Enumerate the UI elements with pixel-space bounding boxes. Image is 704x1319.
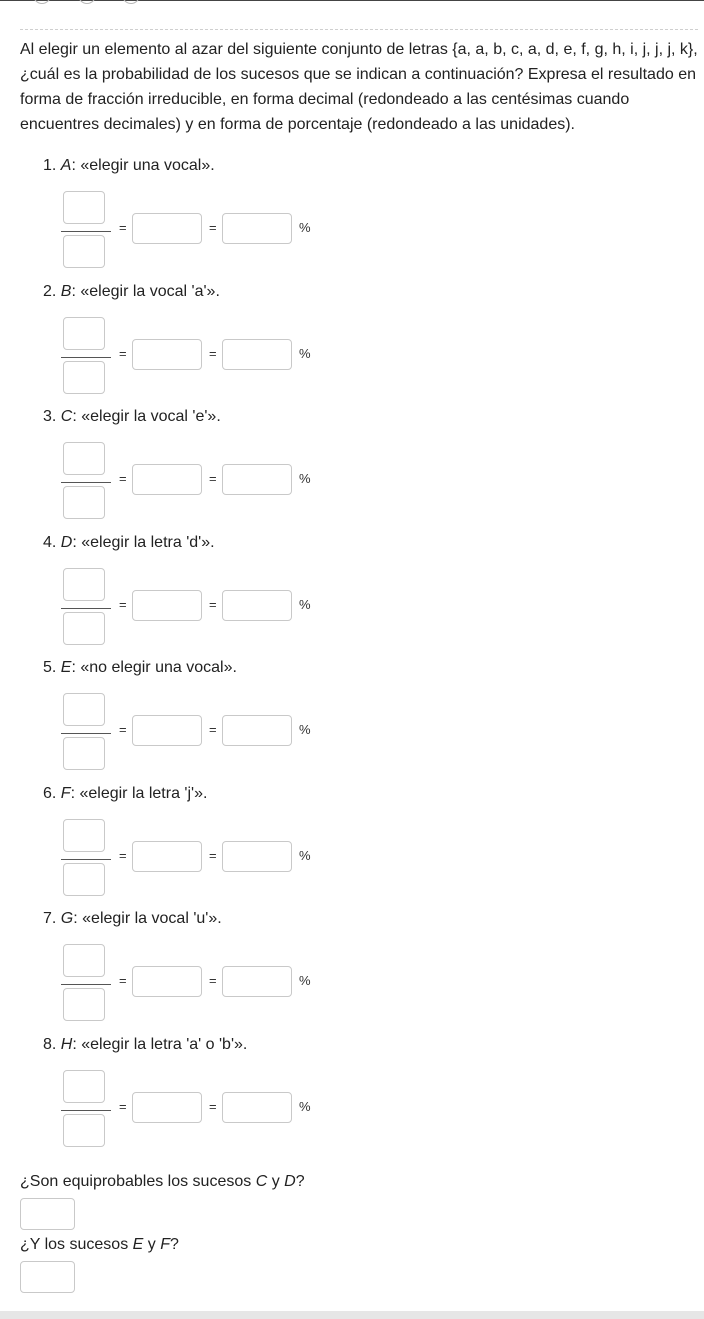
equals-sign: = <box>209 722 217 737</box>
followup-question-mark: ? <box>169 1236 179 1253</box>
question-number: 7. <box>43 910 57 927</box>
question-text: : «elegir la vocal 'u'». <box>73 910 222 927</box>
equals-sign: = <box>119 596 127 612</box>
decimal-input[interactable] <box>132 590 202 621</box>
followup-question <box>20 1173 305 1191</box>
question-label <box>43 659 237 677</box>
fraction-bar <box>61 482 111 483</box>
denominator-input[interactable] <box>63 235 105 268</box>
fraction-bar <box>61 357 111 358</box>
question-number: 5. <box>43 659 57 676</box>
top-circle-icon-2 <box>78 0 96 4</box>
decimal-input[interactable] <box>132 1092 202 1123</box>
equals-sign: = <box>119 722 127 737</box>
decimal-input[interactable] <box>132 213 202 244</box>
denominator-input[interactable] <box>63 1114 105 1147</box>
decimal-input[interactable] <box>132 464 202 495</box>
followup-question-mark: ? <box>295 1173 305 1190</box>
fraction-bar <box>61 608 111 609</box>
denominator-input[interactable] <box>63 361 105 394</box>
equals-sign: = <box>209 596 217 612</box>
answer-input[interactable] <box>20 1261 75 1293</box>
question-number: 8. <box>43 1035 57 1053</box>
equals-sign: = <box>119 1098 127 1114</box>
equals-sign: = <box>119 220 127 235</box>
top-circle-icon-1 <box>33 0 51 4</box>
percentage-input[interactable] <box>222 966 292 997</box>
percentage-input[interactable] <box>222 464 292 495</box>
equals-sign: = <box>209 220 217 235</box>
question-text: : «elegir la letra 'j'». <box>70 784 208 802</box>
decimal-input[interactable] <box>132 715 202 746</box>
question-label <box>43 408 221 426</box>
equals-sign: = <box>119 847 127 863</box>
numerator-input[interactable] <box>63 191 105 224</box>
event-variable: C <box>255 1173 268 1190</box>
percentage-input[interactable] <box>222 1092 292 1123</box>
denominator-input[interactable] <box>63 737 105 770</box>
event-variable: H <box>60 1035 73 1053</box>
fraction-bar <box>61 984 111 985</box>
event-variable: D <box>284 1173 296 1190</box>
equals-sign: = <box>209 345 217 361</box>
followup-connector: y <box>143 1236 161 1253</box>
percentage-input[interactable] <box>222 841 292 872</box>
percent-sign: % <box>299 220 311 235</box>
equals-sign: = <box>209 973 217 988</box>
bottom-bar <box>0 1311 704 1319</box>
question-label <box>43 785 207 803</box>
top-circle-icon-3 <box>122 0 140 4</box>
percent-sign: % <box>299 471 311 486</box>
equals-sign: = <box>119 973 127 988</box>
numerator-input[interactable] <box>63 442 105 475</box>
question-text: : «elegir la letra 'd'». <box>72 533 215 551</box>
percentage-input[interactable] <box>222 339 292 370</box>
question-number: 6. <box>43 784 57 802</box>
denominator-input[interactable] <box>63 863 105 896</box>
event-variable: D <box>60 533 73 551</box>
question-label <box>43 910 222 928</box>
followup-connector: y <box>267 1173 285 1190</box>
numerator-input[interactable] <box>63 1070 105 1103</box>
question-label <box>43 283 220 301</box>
denominator-input[interactable] <box>63 486 105 519</box>
question-label <box>43 157 215 175</box>
equals-sign: = <box>119 471 127 486</box>
numerator-input[interactable] <box>63 944 105 977</box>
question-text: : «elegir la vocal 'e'». <box>72 408 221 425</box>
percent-sign: % <box>299 345 311 361</box>
equals-sign: = <box>209 1098 217 1114</box>
event-variable: C <box>60 408 73 425</box>
followup-text: ¿Son equiprobables los sucesos <box>20 1173 256 1190</box>
denominator-input[interactable] <box>63 988 105 1021</box>
percentage-input[interactable] <box>222 715 292 746</box>
question-number: 2. <box>43 282 57 300</box>
event-variable: E <box>132 1236 144 1253</box>
equals-sign: = <box>119 345 127 361</box>
question-number: 4. <box>43 533 57 551</box>
problem-statement: Al elegir un elemento al azar del siguiente conjunto de letras {a, a, b, c, a, d, e, f, g, h, i, j, j, j, k}, ¿cuál es la probabilidad de los sucesos que se indican a continuación? Expresa el resultado en forma de fracción irreducible, en forma decimal (redondeado a las centésimas cuando encuentres decimales) y en forma de porcentaje (redondeado a las unidades). <box>20 41 698 133</box>
question-text: : «elegir la letra 'a' o 'b'». <box>72 1035 248 1053</box>
question-number: 1. <box>43 157 57 174</box>
equals-sign: = <box>209 847 217 863</box>
numerator-input[interactable] <box>63 819 105 852</box>
dashed-divider <box>20 29 698 30</box>
fraction-bar <box>61 231 111 232</box>
question-label <box>43 534 215 552</box>
numerator-input[interactable] <box>63 317 105 350</box>
question-text: : «elegir una vocal». <box>71 157 215 174</box>
denominator-input[interactable] <box>63 612 105 645</box>
event-variable: E <box>60 659 72 676</box>
percent-sign: % <box>299 722 311 737</box>
decimal-input[interactable] <box>132 966 202 997</box>
numerator-input[interactable] <box>63 693 105 726</box>
top-border <box>0 0 704 1</box>
percent-sign: % <box>299 847 311 863</box>
followup-text: ¿Y los sucesos <box>20 1236 133 1253</box>
percent-sign: % <box>299 973 311 988</box>
question-text: : «elegir la vocal 'a'». <box>71 282 220 300</box>
equals-sign: = <box>209 471 217 486</box>
percent-sign: % <box>299 1098 311 1114</box>
percentage-input[interactable] <box>222 590 292 621</box>
question-text: : «no elegir una vocal». <box>71 659 237 676</box>
event-variable: B <box>60 282 72 300</box>
percentage-input[interactable] <box>222 213 292 244</box>
event-variable: G <box>60 910 74 927</box>
followup-question <box>20 1236 179 1254</box>
fraction-bar <box>61 733 111 734</box>
question-label <box>43 1036 247 1054</box>
answer-input[interactable] <box>20 1198 75 1230</box>
event-variable: F <box>160 1236 170 1253</box>
fraction-bar <box>61 859 111 860</box>
question-number: 3. <box>43 408 57 425</box>
fraction-bar <box>61 1110 111 1111</box>
percent-sign: % <box>299 596 311 612</box>
decimal-input[interactable] <box>132 339 202 370</box>
numerator-input[interactable] <box>63 568 105 601</box>
event-variable: F <box>60 784 71 802</box>
decimal-input[interactable] <box>132 841 202 872</box>
event-variable: A <box>60 157 72 174</box>
